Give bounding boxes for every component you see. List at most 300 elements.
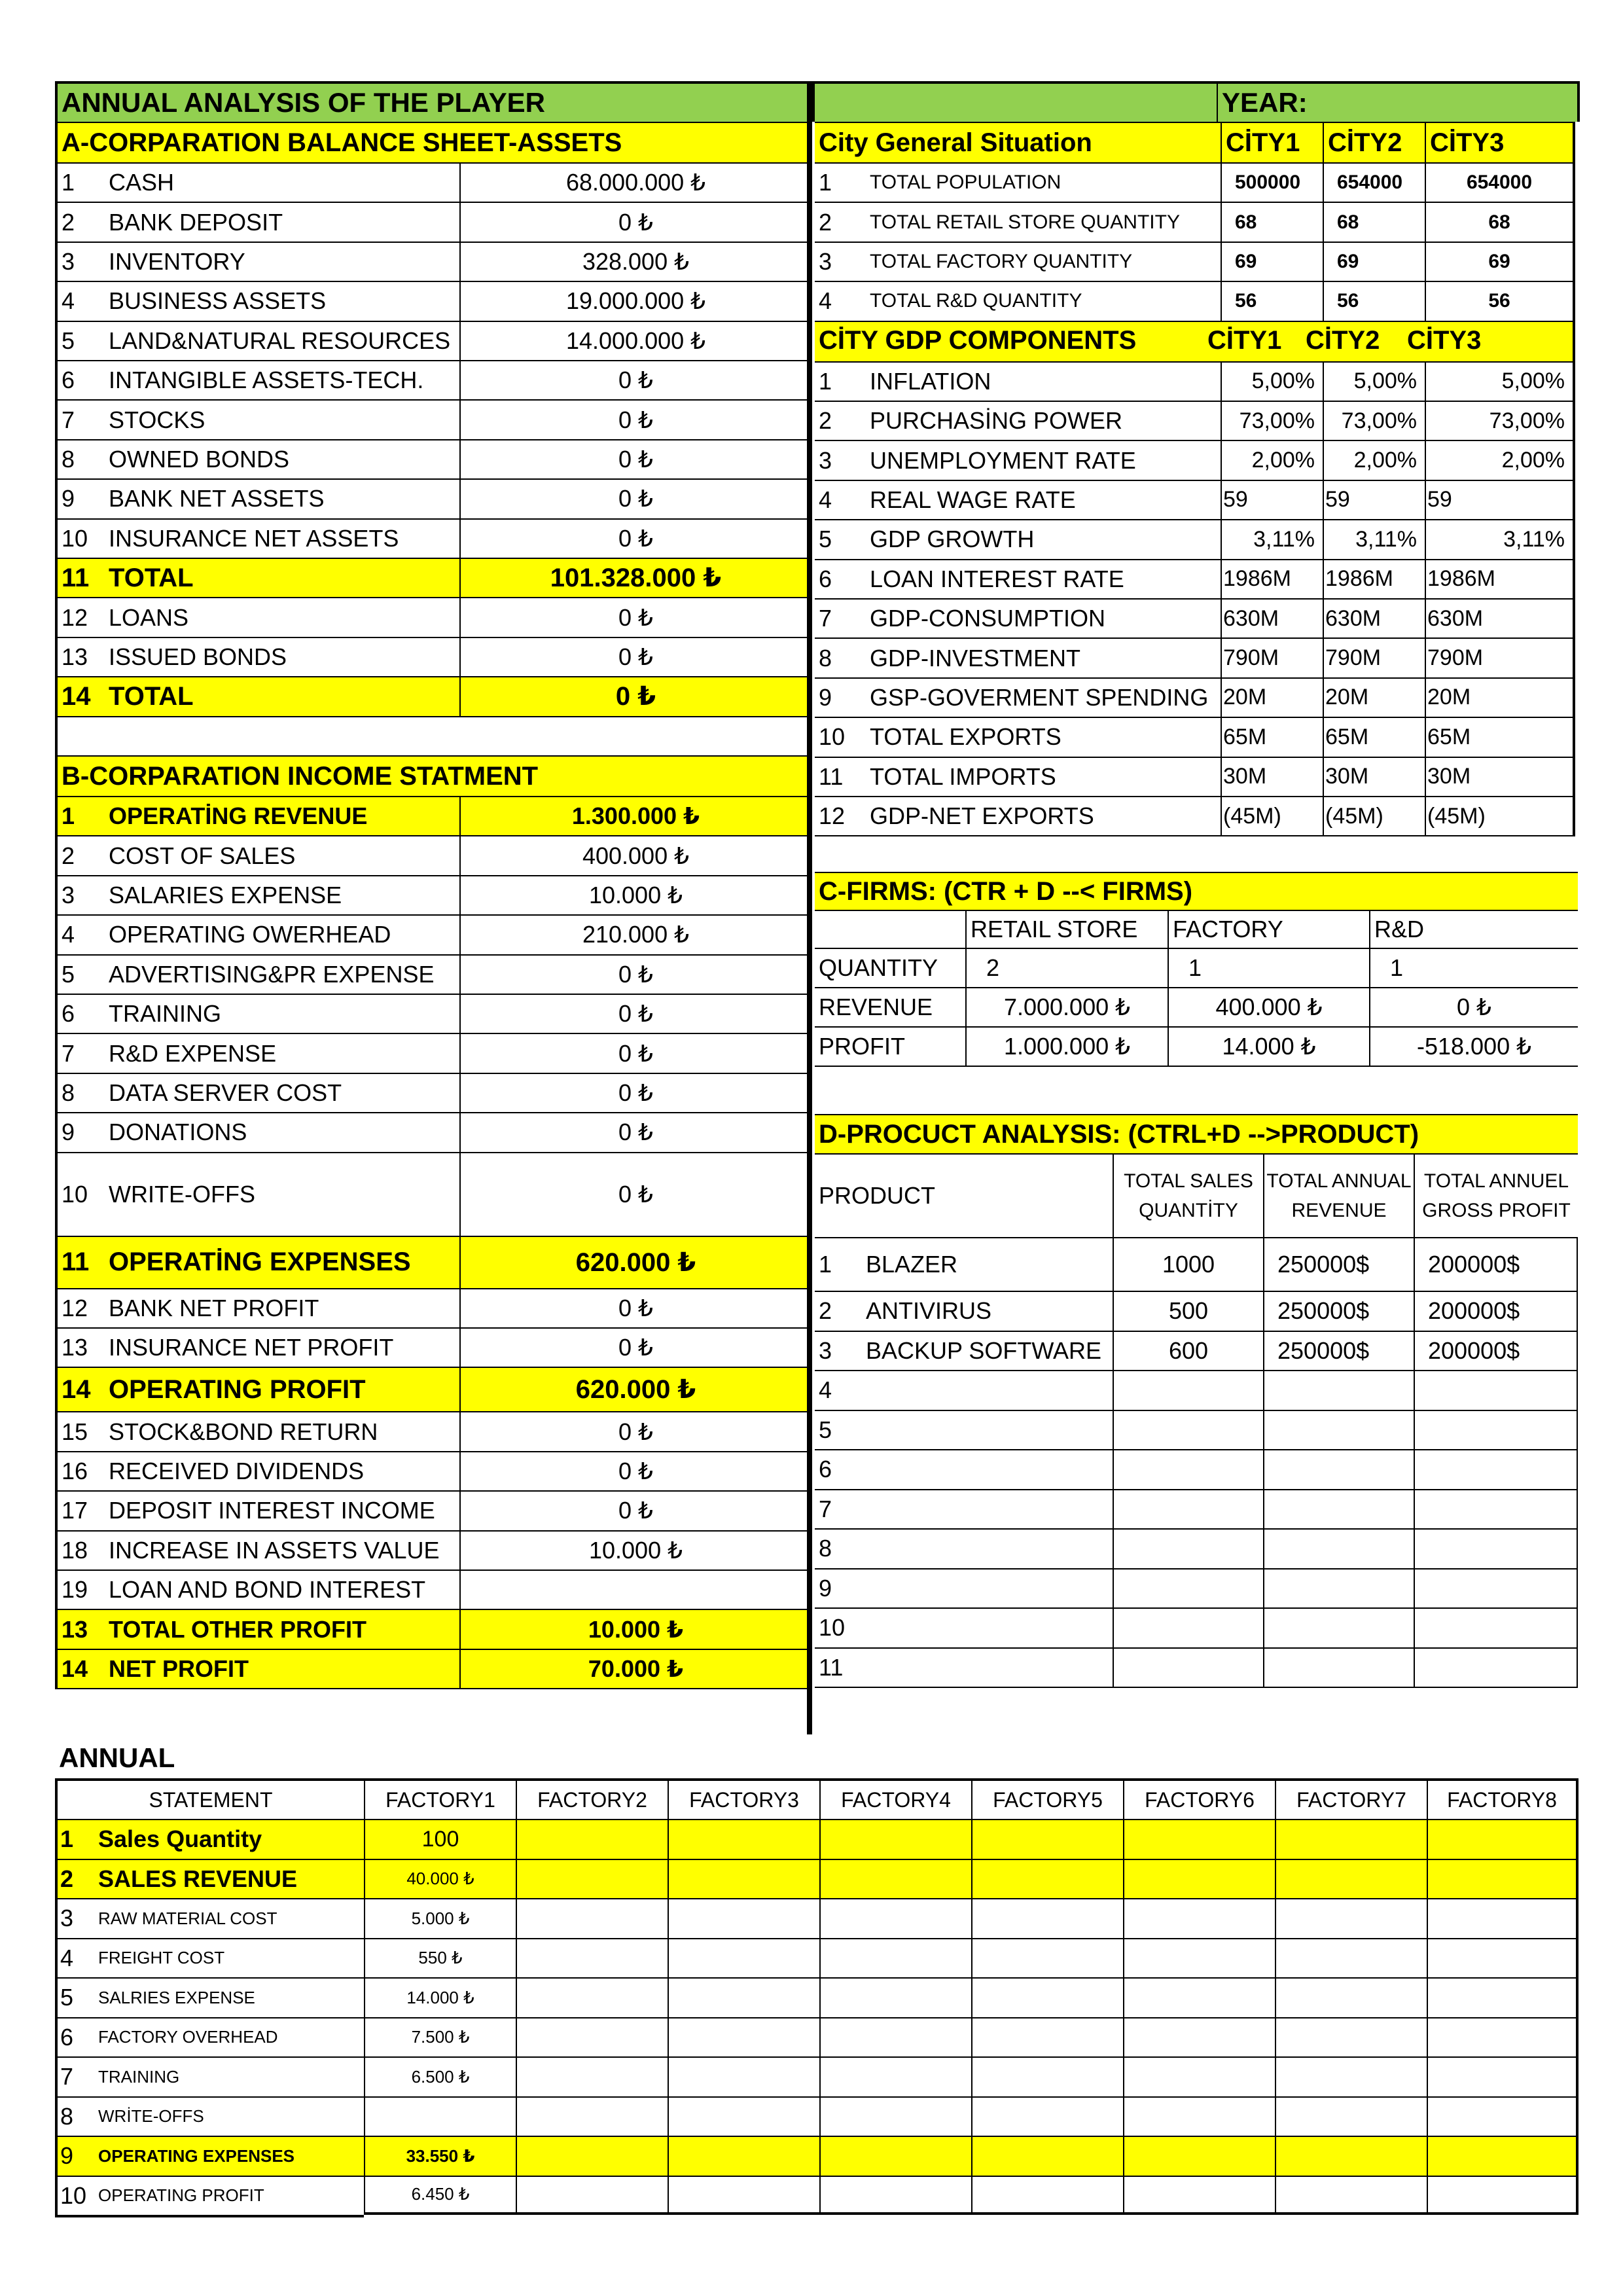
income-row-value: 0 ₺ [459,1490,811,1530]
gdp-row-value: 2,00% [1221,440,1323,479]
balance-row-label: BUSINESS ASSETS [102,281,459,320]
gdp-row-value: 59 [1425,480,1575,519]
product-row-qty [1113,1489,1263,1529]
product-row-revenue [1263,1528,1414,1568]
firms-row-value: 0 ₺ [1369,987,1578,1026]
annual-statement-header: STATEMENT [55,1778,364,1819]
annual-factory-value [1427,2096,1578,2136]
income-bottom-border [55,1688,811,1689]
annual-factory-value [516,1977,668,2017]
balance-title: A-CORPARATION BALANCE SHEET-ASSETS [55,122,811,162]
balance-row-number: 6 [55,360,102,399]
gdp-row-label: PURCHASİNG POWER [870,401,1221,440]
annual-factory-value [516,1898,668,1938]
income-row-value: 10.000 ₺ [459,1609,811,1648]
gdp-row-value: 30M [1323,757,1425,796]
city-row-label: TOTAL R&D QUANTITY [870,281,1221,320]
firms-bottom-border [815,1066,1578,1067]
product-row-name [857,1528,1113,1568]
header-blank [811,81,1217,122]
page-title: ANNUAL ANALYSIS OF THE PLAYER [55,81,811,122]
gdp-row-value: 5,00% [1221,361,1323,401]
annual-row-label: FREIGHT COST [98,1938,364,1978]
year-label: YEAR: [1217,81,1580,122]
product-row-number: 4 [815,1370,857,1410]
balance-row-label: CASH [102,162,459,202]
annual-factory-value [971,1898,1123,1938]
annual-factory-header: FACTORY5 [971,1778,1123,1819]
income-row-label: INSURANCE NET PROFIT [102,1327,459,1367]
city-row-label: TOTAL RETAIL STORE QUANTITY [870,202,1221,241]
annual-factory-value [819,1898,971,1938]
product-row-gross-profit: 200000$ [1414,1291,1578,1331]
gdp-row-value: 1986M [1221,559,1323,598]
annual-factory-value [516,2017,668,2057]
income-row-value: 0 ₺ [459,1451,811,1490]
product-row-revenue [1263,1370,1414,1410]
gdp-row-value: (45M) [1323,796,1425,835]
annual-factory-value [1427,1819,1578,1859]
product-col-gross-profit: TOTAL ANNUEL GROSS PROFIT [1414,1153,1578,1237]
annual-row-label: RAW MATERIAL COST [98,1898,364,1938]
balance-row-label: STOCKS [102,399,459,439]
product-row-qty [1113,1607,1263,1647]
product-row-qty [1113,1528,1263,1568]
product-row-gross-profit: 200000$ [1414,1331,1578,1371]
city-row-label: TOTAL FACTORY QUANTITY [870,242,1221,281]
balance-row-number: 11 [55,558,102,597]
annual-factory-value [1123,1938,1275,1978]
income-row-value: 0 ₺ [459,954,811,994]
gdp-row-number: 9 [815,677,870,717]
balance-row-label: LOANS [102,597,459,636]
city-row-number: 1 [815,162,870,202]
firms-row-value: 14.000 ₺ [1168,1026,1369,1066]
product-row-name [857,1607,1113,1647]
gdp-row-value: 5,00% [1323,361,1425,401]
balance-row-label: BANK NET ASSETS [102,478,459,518]
income-row-value: 0 ₺ [459,1288,811,1327]
product-row-revenue: 250000$ [1263,1237,1414,1291]
gdp-row-label: REAL WAGE RATE [870,480,1221,519]
product-row-revenue [1263,1489,1414,1529]
product-row-name [857,1647,1113,1687]
annual-factory-value: 33.550 ₺ [364,2136,516,2176]
income-row-label: STOCK&BOND RETURN [102,1411,459,1450]
product-row-name [857,1410,1113,1450]
income-row-value: 0 ₺ [459,1033,811,1072]
income-row-number: 7 [55,1033,102,1072]
annual-row-label: OPERATING PROFIT [98,2176,364,2215]
annual-factory-header: FACTORY8 [1427,1778,1578,1819]
annual-row-label: TRAINING [98,2056,364,2096]
gdp-row-value: 630M [1221,598,1323,637]
annual-factory-value [1427,1898,1578,1938]
annual-factory-value [1427,1859,1578,1899]
city-col-header: CİTY1 [1221,122,1323,162]
income-row-value: 0 ₺ [459,994,811,1033]
product-row-number: 3 [815,1331,857,1371]
firms-row-label: REVENUE [815,987,965,1026]
annual-factory-value [1123,1819,1275,1859]
income-row-number: 18 [55,1530,102,1570]
balance-row-number: 5 [55,321,102,360]
gdp-row-value: (45M) [1221,796,1323,835]
gdp-row-label: GDP-NET EXPORTS [870,796,1221,835]
annual-row-number: 6 [55,2017,98,2057]
balance-row-value: 0 ₺ [459,399,811,439]
gdp-row-value: 65M [1221,717,1323,756]
product-row-name: ANTIVIRUS [857,1291,1113,1331]
gdp-row-label: TOTAL IMPORTS [870,757,1221,796]
annual-factory-value [971,2096,1123,2136]
annual-factory-header: FACTORY4 [819,1778,971,1819]
annual-factory-value [971,2017,1123,2057]
annual-factory-value: 6.450 ₺ [364,2176,516,2215]
annual-factory-header: FACTORY3 [668,1778,819,1819]
annual-factory-value [819,2096,971,2136]
gdp-row-number: 1 [815,361,870,401]
gdp-row-value: 1986M [1425,559,1575,598]
income-row-label: SALARIES EXPENSE [102,875,459,914]
income-row-label: DATA SERVER COST [102,1073,459,1112]
income-row-number: 11 [55,1236,102,1288]
income-row-value: 0 ₺ [459,1112,811,1151]
product-col-revenue: TOTAL ANNUAL REVENUE [1263,1153,1414,1237]
annual-factory-value [1427,2176,1578,2215]
product-row-number: 5 [815,1410,857,1450]
balance-row-label: INTANGIBLE ASSETS-TECH. [102,360,459,399]
annual-factory-value [1123,2176,1275,2215]
balance-row-value: 328.000 ₺ [459,242,811,281]
income-row-number: 3 [55,875,102,914]
annual-factory-value [1275,2176,1427,2215]
city-row-value: 68 [1425,202,1575,241]
city-row-value: 56 [1425,281,1575,320]
income-row-value: 10.000 ₺ [459,1530,811,1570]
annual-title: ANNUAL [59,1742,175,1773]
annual-factory-value [364,2096,516,2136]
income-row-number: 4 [55,914,102,954]
annual-factory-value: 6.500 ₺ [364,2056,516,2096]
annual-factory-value [516,2096,668,2136]
annual-factory-value [971,1819,1123,1859]
balance-row-number: 13 [55,637,102,676]
balance-row-number: 2 [55,202,102,241]
income-row-value: 0 ₺ [459,1073,811,1112]
annual-factory-value [1123,1859,1275,1899]
gdp-row-number: 4 [815,480,870,519]
gdp-row-value: 1986M [1323,559,1425,598]
balance-row-number: 7 [55,399,102,439]
annual-factory-value [1427,2136,1578,2176]
annual-factory-value [516,1938,668,1978]
annual-factory-value [819,1859,971,1899]
gdp-row-value: 20M [1425,677,1575,717]
city-row-value: 654000 [1425,162,1575,202]
product-col-product: PRODUCT [815,1153,1113,1237]
city-row-value: 69 [1221,242,1323,281]
balance-row-value: 0 ₺ [459,478,811,518]
product-row-revenue [1263,1568,1414,1608]
annual-row-number: 7 [55,2056,98,2096]
product-bottom-border [815,1687,1578,1688]
annual-factory-value [819,1977,971,2017]
firms-col-header: R&D [1369,910,1578,948]
annual-factory-value [1275,1859,1427,1899]
annual-factory-value [516,2136,668,2176]
balance-row-label: LAND&NATURAL RESOURCES [102,321,459,360]
income-title: B-CORPARATION INCOME STATMENT [55,755,811,796]
income-row-label: WRITE-OFFS [102,1152,459,1236]
balance-row-value: 0 ₺ [459,518,811,558]
product-row-qty [1113,1449,1263,1489]
annual-factory-value [819,1819,971,1859]
annual-factory-value [971,1938,1123,1978]
income-row-label: R&D EXPENSE [102,1033,459,1072]
gdp-row-value: 630M [1425,598,1575,637]
gdp-row-value: 2,00% [1425,440,1575,479]
firms-corner [815,910,965,948]
city-row-number: 4 [815,281,870,320]
firms-row-label: QUANTITY [815,948,965,987]
annual-factory-value [1275,1819,1427,1859]
income-row-value: 10.000 ₺ [459,875,811,914]
annual-row-number: 3 [55,1898,98,1938]
balance-row-value: 0 ₺ [459,202,811,241]
income-row-number: 14 [55,1367,102,1411]
product-row-number: 10 [815,1607,857,1647]
income-row-label: NET PROFIT [102,1649,459,1688]
gdp-col-header: CİTY1 [1207,326,1282,355]
city-row-value: 68 [1221,202,1323,241]
income-row-label: OPERATING OWERHEAD [102,914,459,954]
gdp-row-value: 20M [1323,677,1425,717]
annual-factory-value: 100 [364,1819,516,1859]
product-row-number: 11 [815,1647,857,1687]
firms-row-value: 1.000.000 ₺ [965,1026,1168,1066]
gdp-row-value: 59 [1221,480,1323,519]
firms-title: C-FIRMS: (CTR + D --< FIRMS) [815,872,1578,910]
annual-factory-value [668,2017,819,2057]
balance-row-label: BANK DEPOSIT [102,202,459,241]
balance-row-value: 0 ₺ [459,597,811,636]
product-row-gross-profit [1414,1370,1578,1410]
gdp-row-number: 2 [815,401,870,440]
annual-factory-value [668,2176,819,2215]
product-row-gross-profit [1414,1449,1578,1489]
product-row-qty: 1000 [1113,1237,1263,1291]
gdp-row-value: 73,00% [1425,401,1575,440]
product-row-qty [1113,1370,1263,1410]
firms-row-value: 7.000.000 ₺ [965,987,1168,1026]
balance-row-number: 9 [55,478,102,518]
annual-row-number: 9 [55,2136,98,2176]
annual-factory-value: 14.000 ₺ [364,1977,516,2017]
income-row-number: 15 [55,1411,102,1450]
income-row-number: 1 [55,796,102,835]
product-row-number: 9 [815,1568,857,1608]
product-row-revenue: 250000$ [1263,1291,1414,1331]
annual-row-number: 1 [55,1819,98,1859]
balance-row-value: 14.000.000 ₺ [459,321,811,360]
annual-factory-value: 550 ₺ [364,1938,516,1978]
product-row-qty [1113,1410,1263,1450]
gdp-row-value: 30M [1221,757,1323,796]
product-col-qty: TOTAL SALES QUANTİTY [1113,1153,1263,1237]
income-row-label: ADVERTISING&PR EXPENSE [102,954,459,994]
product-row-name [857,1489,1113,1529]
income-row-label: LOAN AND BOND INTEREST [102,1570,459,1609]
annual-bottom-border [55,2215,364,2217]
annual-factory-value [1427,1938,1578,1978]
gdp-row-value: (45M) [1425,796,1575,835]
income-row-label: DONATIONS [102,1112,459,1151]
annual-factory-value [1123,2017,1275,2057]
income-row-label: INCREASE IN ASSETS VALUE [102,1530,459,1570]
product-row-name [857,1370,1113,1410]
product-row-qty: 600 [1113,1331,1263,1371]
annual-factory-value [1275,2096,1427,2136]
product-row-qty [1113,1647,1263,1687]
gdp-row-label: GSP-GOVERMENT SPENDING [870,677,1221,717]
gdp-row-label: UNEMPLOYMENT RATE [870,440,1221,479]
income-row-number: 9 [55,1112,102,1151]
income-row-label: TOTAL OTHER PROFIT [102,1609,459,1648]
product-row-gross-profit [1414,1568,1578,1608]
center-divider [807,81,812,1734]
gdp-col-header: CİTY2 [1306,326,1380,355]
annual-factory-value [819,2056,971,2096]
balance-row-number: 3 [55,242,102,281]
annual-factory-header: FACTORY6 [1123,1778,1275,1819]
gdp-row-label: GDP-CONSUMPTION [870,598,1221,637]
product-row-number: 6 [815,1449,857,1489]
product-title: D-PROCUCT ANALYSIS: (CTRL+D -->PRODUCT) [815,1114,1578,1153]
product-row-revenue [1263,1449,1414,1489]
annual-factory-value [1275,2017,1427,2057]
annual-factory-header: FACTORY1 [364,1778,516,1819]
annual-factory-value [1427,2056,1578,2096]
gdp-row-number: 12 [815,796,870,835]
city-row-value: 69 [1323,242,1425,281]
balance-row-value: 68.000.000 ₺ [459,162,811,202]
firms-col-header: RETAIL STORE [965,910,1168,948]
annual-row-label: Sales Quantity [98,1819,364,1859]
income-row-value: 620.000 ₺ [459,1367,811,1411]
annual-factory-value [668,1977,819,2017]
gdp-row-number: 5 [815,519,870,558]
income-row-number: 10 [55,1152,102,1236]
firms-row-value: 1 [1369,948,1578,987]
income-row-number: 2 [55,835,102,874]
product-row-revenue [1263,1410,1414,1450]
product-row-gross-profit [1414,1410,1578,1450]
product-row-gross-profit: 200000$ [1414,1237,1578,1291]
city-row-value: 69 [1425,242,1575,281]
balance-row-number: 4 [55,281,102,320]
annual-factory-value [971,2176,1123,2215]
gdp-row-number: 8 [815,637,870,677]
annual-row-number: 5 [55,1977,98,2017]
firms-row-label: PROFIT [815,1026,965,1066]
gdp-row-value: 630M [1323,598,1425,637]
income-row-number: 19 [55,1570,102,1609]
balance-spacer [55,716,811,755]
balance-row-number: 10 [55,518,102,558]
income-row-label: OPERATİNG REVENUE [102,796,459,835]
balance-row-number: 8 [55,439,102,478]
annual-row-label: SALES REVENUE [98,1859,364,1899]
product-row-name: BLAZER [857,1237,1113,1291]
balance-row-value: 19.000.000 ₺ [459,281,811,320]
income-row-label: TRAINING [102,994,459,1033]
city-title: City General Situation [815,122,1221,162]
income-row-value: 0 ₺ [459,1327,811,1367]
gdp-row-label: GDP GROWTH [870,519,1221,558]
balance-row-label: TOTAL [102,676,459,715]
firms-row-value: -518.000 ₺ [1369,1026,1578,1066]
gdp-row-label: GDP-INVESTMENT [870,637,1221,677]
income-row-label: BANK NET PROFIT [102,1288,459,1327]
gdp-row-number: 3 [815,440,870,479]
income-row-value: 70.000 ₺ [459,1649,811,1688]
product-row-qty [1113,1568,1263,1608]
annual-factory-value [971,1859,1123,1899]
product-row-name [857,1568,1113,1608]
annual-factory-value [971,2056,1123,2096]
product-row-number: 1 [815,1237,857,1291]
gdp-row-number: 11 [815,757,870,796]
gdp-row-value: 790M [1425,637,1575,677]
annual-factory-value [668,2056,819,2096]
annual-factory-value [516,1859,668,1899]
annual-factory-value [668,1898,819,1938]
gdp-row-value: 59 [1323,480,1425,519]
balance-row-number: 1 [55,162,102,202]
balance-row-label: ISSUED BONDS [102,637,459,676]
gdp-row-label: TOTAL EXPORTS [870,717,1221,756]
balance-row-label: INVENTORY [102,242,459,281]
gdp-row-value: 73,00% [1323,401,1425,440]
annual-factory-value [668,1819,819,1859]
annual-factory-value [1123,1977,1275,2017]
balance-row-value: 0 ₺ [459,360,811,399]
annual-factory-value [1275,1938,1427,1978]
firms-row-value: 1 [1168,948,1369,987]
gdp-title: CİTY GDP COMPONENTS [819,326,1137,355]
balance-row-value: 0 ₺ [459,637,811,676]
gdp-row-value: 30M [1425,757,1575,796]
firms-col-header: FACTORY [1168,910,1369,948]
product-row-name: BACKUP SOFTWARE [857,1331,1113,1371]
gdp-row-value: 73,00% [1221,401,1323,440]
income-row-label: COST OF SALES [102,835,459,874]
city-row-value: 56 [1221,281,1323,320]
annual-row-number: 10 [55,2176,98,2215]
product-row-qty: 500 [1113,1291,1263,1331]
city-row-label: TOTAL POPULATION [870,162,1221,202]
gdp-row-label: INFLATION [870,361,1221,401]
income-row-label: OPERATİNG EXPENSES [102,1236,459,1288]
annual-factory-value: 40.000 ₺ [364,1859,516,1899]
annual-factory-header: FACTORY2 [516,1778,668,1819]
income-row-label: RECEIVED DIVIDENDS [102,1451,459,1490]
gdp-col-header: CİTY3 [1407,326,1482,355]
income-row-number: 13 [55,1609,102,1648]
city-row-value: 654000 [1323,162,1425,202]
income-row-value [459,1570,811,1609]
